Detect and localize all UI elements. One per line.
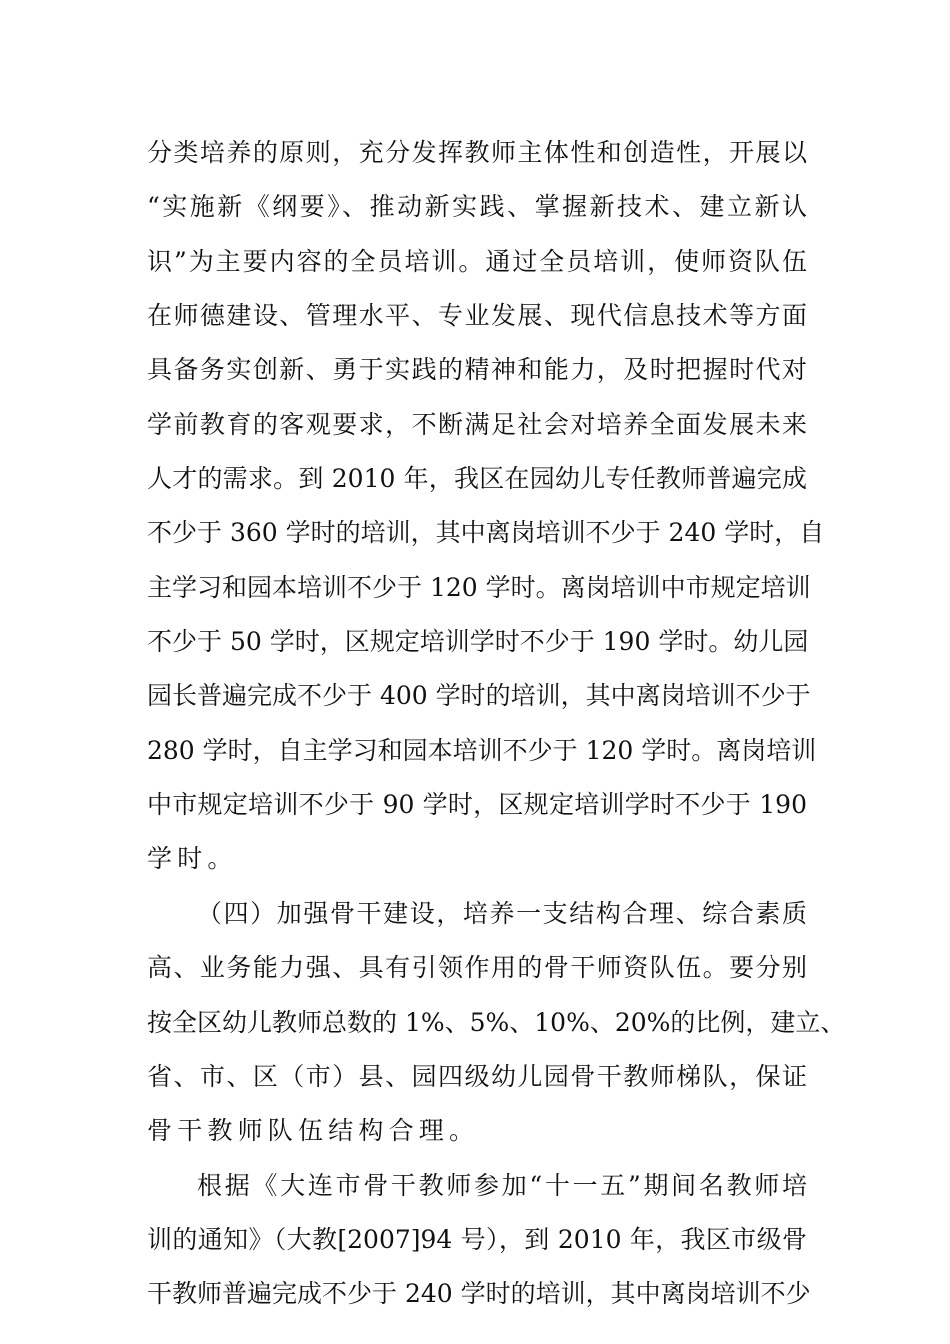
text-line: 园长普遍完成不少于 400 学时的培训，其中离岗培训不少于 — [147, 681, 811, 711]
text-line: 高、业务能力强、具有引领作用的骨干师资队伍。要分别 — [147, 953, 807, 983]
text-line: “实施新《纲要》、推动新实践、掌握新技术、建立新认 — [147, 192, 807, 222]
text-line: 分类培养的原则，充分发挥教师主体性和创造性，开展以 — [147, 138, 807, 167]
text-line: 主学习和园本培训不少于 120 学时。离岗培训中市规定培训 — [147, 572, 811, 602]
text-line: 干教师普遍完成不少于 240 学时的培训，其中离岗培训不少 — [147, 1279, 811, 1309]
text-line: 不少于 50 学时，区规定培训学时不少于 190 学时。幼儿园 — [147, 627, 809, 657]
text-line: 人才的需求。到 2010 年，我区在园幼儿专任教师普遍完成 — [147, 464, 807, 494]
section-heading-line: （四）加强骨干建设，培养一支结构合理、综合素质 — [197, 898, 807, 928]
text-line: 骨干教师队伍结构合理。 — [147, 1116, 480, 1146]
text-line: 识”为主要内容的全员培训。通过全员培训，使师资队伍 — [147, 246, 807, 276]
text-line: 学前教育的客观要求，不断满足社会对培养全面发展未来 — [147, 409, 807, 439]
text-line: 按全区幼儿教师总数的 1%、5%、10%、20%的比例，建立、 — [147, 1007, 846, 1037]
text-line: 不少于 360 学时的培训，其中离岗培训不少于 240 学时，自 — [147, 518, 825, 548]
body-text — [147, 126, 846, 1322]
text-line: 省、市、区（市）县、园四级幼儿园骨干教师梯队，保证 — [147, 1061, 807, 1091]
text-line: 在师德建设、管理水平、专业发展、现代信息技术等方面 — [147, 301, 807, 331]
text-line: 280 学时，自主学习和园本培训不少于 120 学时。离岗培训 — [147, 735, 817, 765]
text-line: 训的通知》（大教[2007]94 号），到 2010 年，我区市级骨 — [147, 1224, 807, 1254]
paragraph-start-line: 根据《大连市骨干教师参加“十一五”期间名教师培 — [197, 1170, 807, 1200]
text-line: 中市规定培训不少于 90 学时，区规定培训学时不少于 190 — [147, 790, 807, 820]
text-line: 学时。 — [147, 844, 238, 874]
text-line: 具备务实创新、勇于实践的精神和能力，及时把握时代对 — [147, 355, 807, 385]
